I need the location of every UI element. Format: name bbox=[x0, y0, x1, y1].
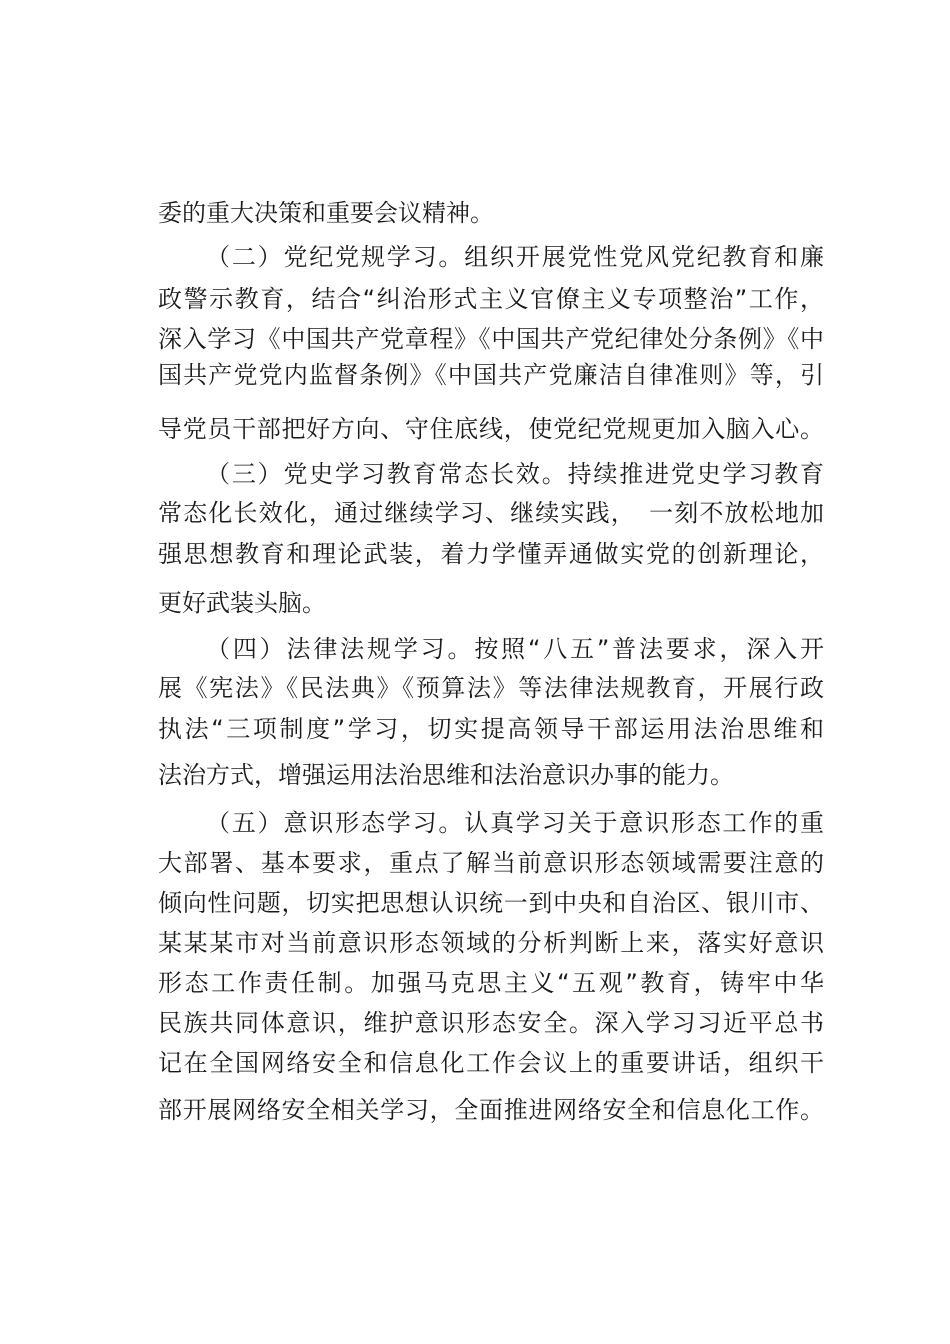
paragraph-line: 记在全国网络安全和信息化工作会议上的重要讲话，组织干 bbox=[158, 1049, 824, 1077]
paragraph-line: 部开展网络安全相关学习，全面推进网络安全和信息化工作。 bbox=[158, 1096, 824, 1124]
section-heading-line: （五）意识形态学习。认真学习关于意识形态工作的重 bbox=[206, 809, 824, 837]
paragraph-line: 形态工作责任制。加强马克思主义“五观”教育，铸牢中华 bbox=[158, 969, 824, 997]
section-heading-line: （三）党史学习教育常态长效。持续推进党史学习教育 bbox=[206, 460, 824, 488]
paragraph-line: 倾向性问题，切实把思想认识统一到中央和自治区、银川市、 bbox=[158, 889, 824, 917]
paragraph-line: 某某某市对当前意识形态领域的分析判断上来，落实好意识 bbox=[158, 929, 824, 957]
paragraph-line: 深入学习《中国共产党章程》《中国共产党纪律处分条例》《中 bbox=[158, 325, 824, 353]
paragraph-line: 政警示教育，结合“纠治形式主义官僚主义专项整治”工作， bbox=[158, 285, 824, 313]
paragraph-line: 委的重大决策和重要会议精神。 bbox=[158, 199, 494, 227]
paragraph-line: 常态化长效化，通过继续学习、继续实践， 一刻不放松地加 bbox=[158, 499, 824, 527]
paragraph-line: 展《宪法》《民法典》《预算法》等法律法规教育，开展行政 bbox=[158, 674, 824, 702]
section-heading-line: （四）法律法规学习。按照“八五”普法要求，深入开 bbox=[206, 635, 824, 663]
paragraph-line: 强思想教育和理论武装，着力学懂弄通做实党的创新理论， bbox=[158, 540, 824, 568]
paragraph-line: 导党员干部把好方向、守住底线，使党纪党规更加入脑入心。 bbox=[158, 415, 824, 443]
paragraph-line: 执法“三项制度”学习，切实提高领导干部运用法治思维和 bbox=[158, 715, 824, 743]
paragraph-line: 法治方式，增强运用法治思维和法治意识办事的能力。 bbox=[158, 761, 734, 789]
paragraph-line: 更好武装头脑。 bbox=[158, 589, 326, 617]
section-heading-line: （二）党纪党规学习。组织开展党性党风党纪教育和廉 bbox=[206, 243, 824, 271]
paragraph-line: 民族共同体意识，维护意识形态安全。深入学习习近平总书 bbox=[158, 1009, 824, 1037]
paragraph-line: 大部署、基本要求，重点了解当前意识形态领域需要注意的 bbox=[158, 849, 824, 877]
paragraph-line: 国共产党党内监督条例》《中国共产党廉洁自律准则》等，引 bbox=[158, 361, 824, 389]
